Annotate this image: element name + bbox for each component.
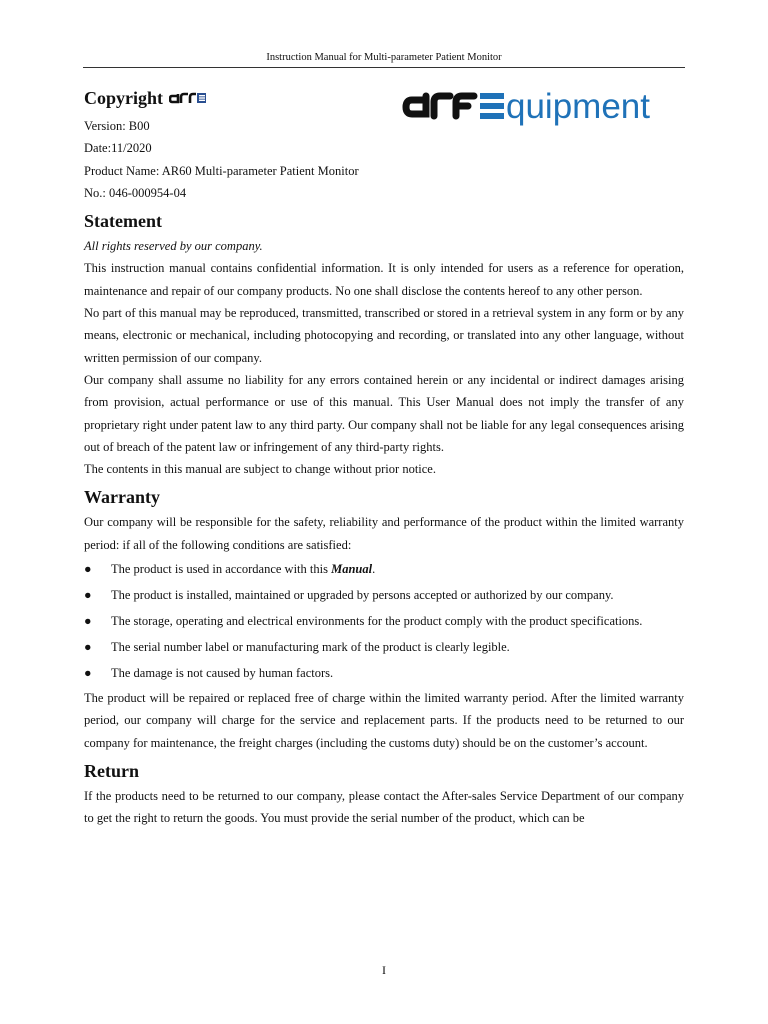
- statement-heading: Statement: [84, 211, 162, 232]
- warranty-conditions-list: [84, 557, 684, 686]
- product-name-line: Product Name: AR60 Multi-parameter Patient Monitor: [84, 163, 359, 178]
- bullet-icon: ●: [84, 588, 92, 603]
- header-divider: [83, 67, 685, 68]
- list-item-text: The damage is not caused by human factors.: [111, 666, 334, 681]
- list-item: [84, 583, 684, 608]
- statement-paragraph: No part of this manual may be reproduced, transmitted, transcribed or stored in a retrieval system in any form or by any means, electronic or mechanical, including photocopying and recording, or translated into any other language, without written permission of our company.: [84, 306, 684, 365]
- bullet-icon: ●: [84, 666, 92, 681]
- bullet-icon: ●: [84, 562, 92, 577]
- statement-paragraph: This instruction manual contains confidential information. It is only intended for users as a reference for operation, maintenance and repair of our company products. No one shall disclose the contents hereof to any other person.: [84, 261, 684, 298]
- list-item-text: The product is installed, maintained or upgraded by persons accepted or authorized by our company.: [111, 588, 614, 603]
- page-number: I: [382, 963, 386, 977]
- list-item: [84, 635, 684, 660]
- list-item: [84, 557, 684, 582]
- document-number-line: No.: 046-000954-04: [84, 185, 187, 200]
- statement-paragraph: Our company shall assume no liability for any errors contained herein or any incidental or indirect damages arising from provision, actual performance or use of this manual. This User Manual does not imply the transfer of any proprietary right under patent law to any third party. Our company shall not be liable for any legal consequences arising out of breach of the patent law or infringement of any third-party rights.: [84, 372, 684, 454]
- manual-emphasis: Manual: [331, 562, 373, 577]
- copyright-heading: [84, 86, 684, 110]
- warranty-closing: The product will be repaired or replaced free of charge within the limited warranty period. After the limited warranty period, our company will charge for the service and replacement parts. If the products need to be returned to our company for maintenance, the freight charges (including the customs duty) should be on the customer’s account.: [84, 691, 684, 750]
- list-item-punct: .: [372, 562, 376, 577]
- return-heading: Return: [84, 760, 139, 781]
- version-line: Version: B00: [84, 119, 150, 133]
- list-item-text: The product is used in accordance with this: [111, 562, 332, 577]
- list-item: [84, 661, 684, 686]
- page-content: [84, 86, 684, 830]
- running-header: Instruction Manual for Multi-parameter Patient Monitor: [266, 52, 502, 63]
- warranty-intro: Our company will be responsible for the safety, reliability and performance of the product within the limited warranty period: if all of the following conditions are satisfied:: [84, 515, 684, 552]
- return-paragraph: If the products need to be returned to our company, please contact the After-sales Service Department of our company to get the right to return the goods. You must provide the serial number of the product, which can be: [84, 788, 684, 826]
- statement-paragraph: The contents in this manual are subject to change without prior notice.: [84, 462, 436, 477]
- are-logo-icon: [169, 91, 207, 105]
- svg-text:quipment: quipment: [506, 87, 650, 126]
- list-item: [84, 609, 684, 634]
- statement-intro: All rights reserved by our company.: [84, 239, 263, 254]
- copyright-title: Copyright: [84, 88, 164, 108]
- list-item-text: The storage, operating and electrical environments for the product comply with the product specifications.: [111, 614, 643, 629]
- warranty-heading: Warranty: [84, 487, 160, 508]
- list-item-text: The serial number label or manufacturing mark of the product is clearly legible.: [111, 640, 510, 655]
- bullet-icon: ●: [84, 614, 92, 629]
- date-line: Date:11/2020: [84, 141, 152, 156]
- bullet-icon: ●: [84, 640, 92, 655]
